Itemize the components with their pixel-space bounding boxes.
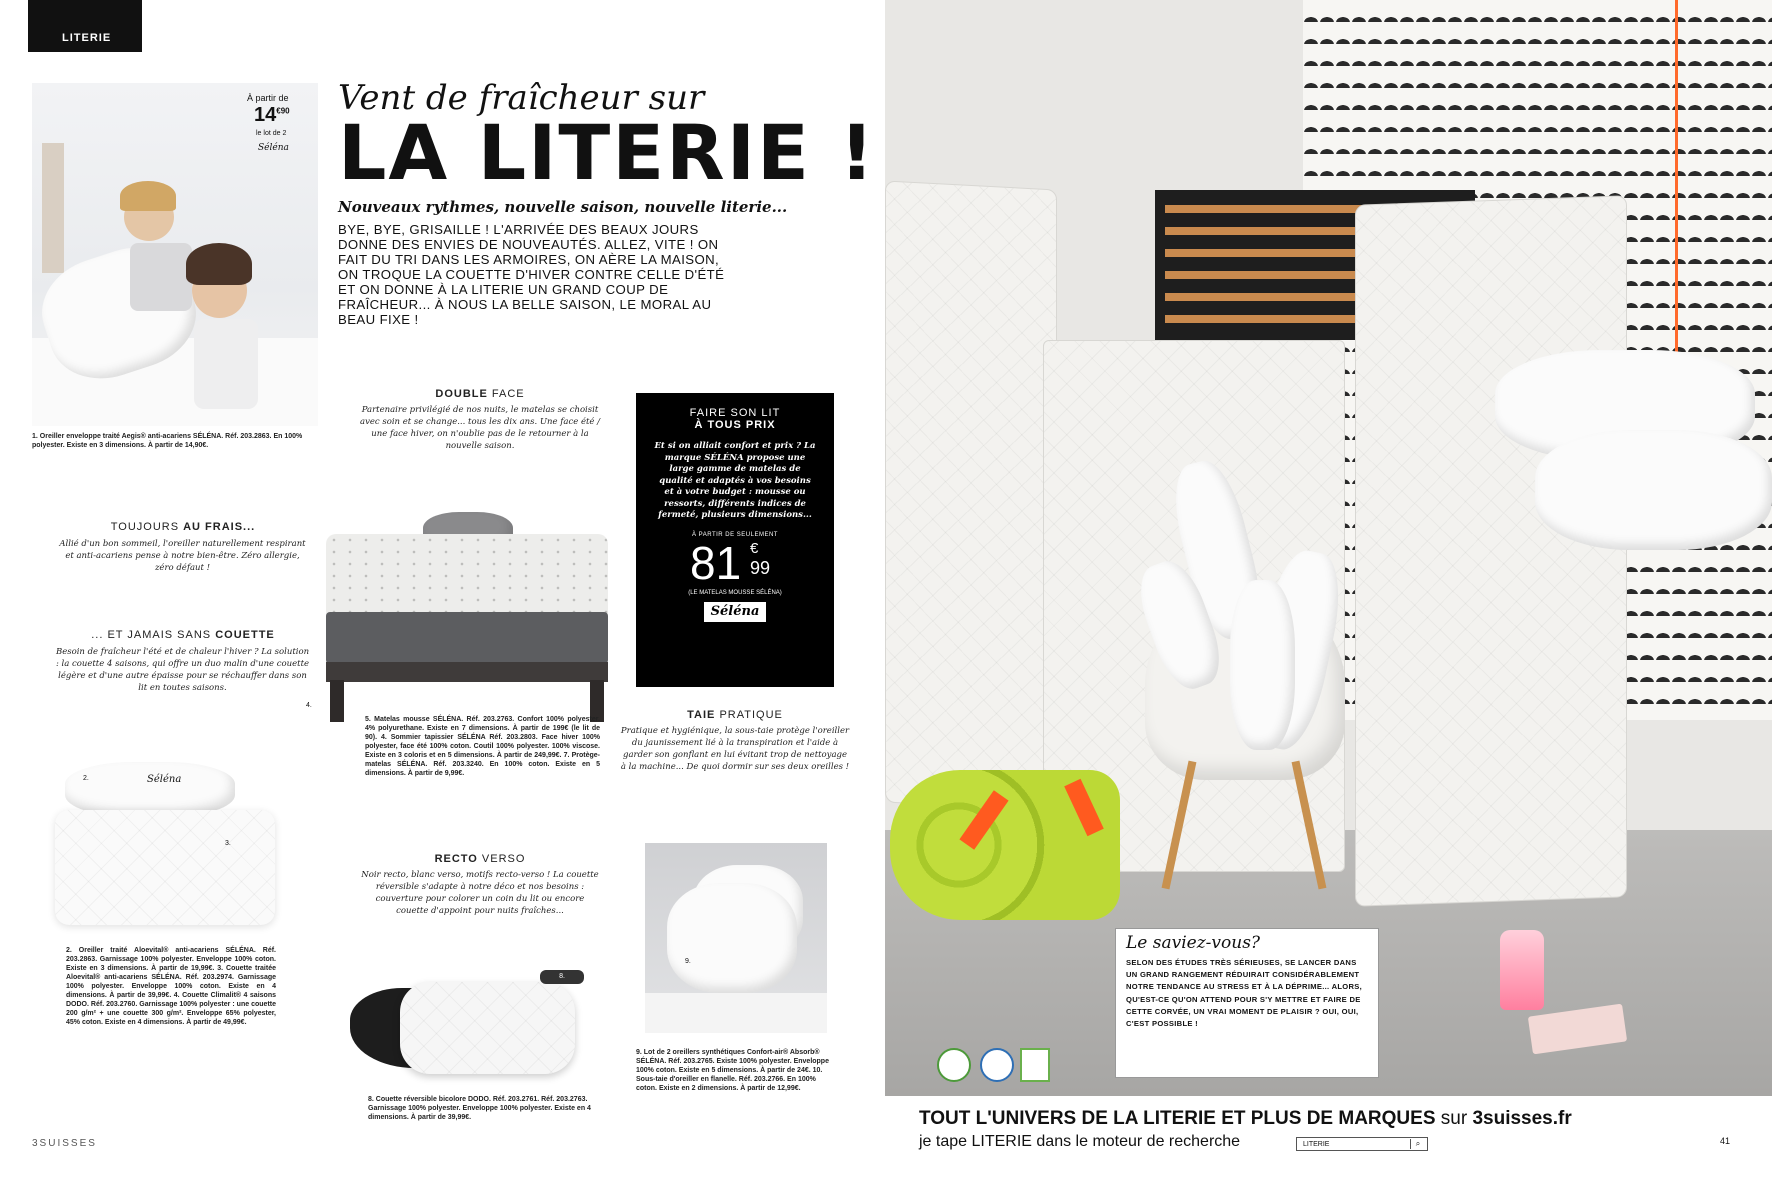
search-input[interactable]: LITERIE ⌕ [1296, 1137, 1428, 1151]
text-recto: Noir recto, blanc verso, motifs recto-verso ! La couette réversible s'adapte à notre déco et nos besoins : couverture pour colorer un coin du lit ou encore couette d'appoint pour nuits fraîches... [361, 870, 599, 916]
page-title: LA LITERIE ! [338, 108, 877, 197]
banner-search-hint: je tape LITERIE dans le moteur de recherche [919, 1133, 1241, 1150]
banner-main: TOUT L'UNIVERS DE LA LITERIE ET PLUS DE MARQUES sur 3suisses.fr [919, 1108, 1572, 1129]
heading-taie: TAIE PRATIQUE [687, 709, 783, 721]
caption-4: 8. Couette réversible bicolore DODO. Réf. 203.2761. Réf. 203.2763. Garnissage 100% polyester. Enveloppe 100% polyester. Existe en 4 dimensions. À partir de 39,99€. [368, 1096, 591, 1121]
selena-logo: Séléna [258, 143, 289, 153]
title-script: Vent de fraîcheur sur [338, 78, 705, 118]
selena-logo: Séléna [704, 602, 766, 622]
heading-jamais: ... ET JAMAIS SANS COUETTE [91, 629, 275, 641]
page-number: 41 [1720, 1136, 1731, 1146]
pillows-photo: 9. [645, 843, 827, 1033]
text-taie: Pratique et hygiénique, la sous-taie protège l'oreiller du jaunissement lié à la transpiration et l'aide à garder son gonflant en lui évitant trop de nettoyage à la machine... De quoi dormir sur ses deux oreilles ! [620, 726, 850, 772]
caption-5: 9. Lot de 2 oreillers synthétiques Confort-air® Absorb® SÉLÉNA. Réf. 203.2765. Existe 100% polyester. Enveloppe 100% coton. Existe en 5 dimensions. À partir de 24€. 10. Sous-taie d'oreiller en flanelle. Réf. 203.2766. En 100% coton. Existe en 2 dimensions. À partir de 12,99€. [636, 1049, 829, 1092]
caption-3: 5. Matelas mousse SÉLÉNA. Réf. 203.2763. Confort 100% polyester. 4% polyurethane. Existe en 7 dimensions. À partir de 199€ (le lit de 90). 4. Sommier tapissier SÉLÉNA Réf. 203.2803. Face hiver 100% polyester, face été 100% coton. Coutil 100% polyester. 100% viscose. Existe en 3 coloris et en 5 dimensions. À partir de 249,99€. 7. Protège-matelas SÉLÉNA. Réf. 203.3240. En 100% coton. Existe en 5 dimensions. À partir de 9,99€. [365, 716, 600, 777]
intro-text: BYE, BYE, GRISAILLE ! L'ARRIVÉE DES BEAUX JOURS DONNE DES ENVIES DE NOUVEAUTÉS. ALLEZ, VITE ! ON FAIT DU TRI DANS LES ARMOIRES, ON AÈRE LA MAISON, ON TROQUE LA COUETTE D'HIVER CONTRE CELLE D'ÉTÉ ET ON DONNE À LA LITERIE UN GRAND COUP DE FRAÎCHEUR... À NOUS LA BELLE SAISON, LE MORAL AU BEAU FIXE ! [338, 222, 725, 327]
caption-1: 1. Oreiller enveloppe traité Aegis® anti-acariens SÉLÉNA. Réf. 203.2863. En 100% polyester. Existe en 3 dimensions. À partir de 14,90€. [32, 433, 303, 449]
kids-pillow-photo: À partir de $14^{€90}$ le lot de 2 Séléna [32, 83, 318, 426]
text-double: Partenaire privilégié de nos nuits, le matelas se choisit avec soin et se change... tous les dix ans. Une face été / une face hiver, on n'oublie pas de le retourner à la nouvelle saison. [360, 405, 601, 451]
price-tag-1: $14^{€90}$ [254, 104, 290, 126]
promo-price: 81 [690, 536, 742, 589]
search-icon[interactable]: ⌕ [1410, 1139, 1425, 1149]
mattress-photo: 4. [318, 512, 618, 712]
heading-recto: RECTO VERSO [434, 853, 526, 865]
duvet-pillow-photo: Séléna 2. 3. [55, 762, 285, 927]
heading-toujours: TOUJOURS AU FRAIS... [110, 521, 256, 533]
caption-2: 2. Oreiller traité Aloevital® anti-acariens SÉLÉNA. Réf. 203.2863. Garnissage 100% polyester. Enveloppe 100% coton. Existe en 3 dimensions. À partir de 19,99€. 3. Couette traitée Aloevital® anti-acariens SÉLÉNA. Réf. 203.2974. Garnissage 100% polyester. Enveloppe 100% coton. Existe en 4 dimensions. À partir de 39,99€. 4. Couette Climalit® 4 saisons DODO. Réf. 203.2760. Garnissage 100% polyester : une couette 200 g/m² + une couette 300 g/m². Enveloppe 65% polyester, 45% coton. Existe en 4 dimensions. À partir de 49,99€. [66, 947, 276, 1026]
promo-box: FAIRE SON LIT À TOUS PRIX Et si on alliait confort et prix ? La marque SÉLÉNA propose une large gamme de matelas de qualité et adaptés à vos besoins et à votre budget : mousse ou ressorts, différents indices de fermeté, plusieurs dimensions... À PARTIR DE SEULEMENT 81 € 99 (LE MATELAS MOUSSE SÉLÉNA) Séléna [636, 393, 834, 687]
footer-brand: 3SUISSES [32, 1138, 97, 1149]
reversible-duvet-photo: 8. [350, 970, 590, 1080]
section-tag: LITERIE [28, 0, 142, 52]
did-you-know-box: Le saviez-vous? SELON DES ÉTUDES TRÈS SÉRIEUSES, SE LANCER DANS UN GRAND RANGEMENT RÉDUIRAIT CONSIDÉRABLEMENT NOTRE TENDANCE AU STRESS ET À LA DÉPRIME... ALORS, QU'EST-CE QU'ON ATTEND POUR S'Y METTRE ET FAIRE DE CETTE CORVÉE, UN VRAI MOMENT DE PLAISIR ? OUI, OUI, C'EST POSSIBLE ! [1115, 928, 1379, 1078]
text-jamais: Besoin de fraîcheur l'été et de chaleur l'hiver ? La solution : la couette 4 saisons, qui offre un duo malin d'une couette légère et d'une autre épaisse pour se réchauffer dans son lit en toutes saisons. [55, 647, 310, 693]
heading-double: DOUBLE FACE [435, 388, 525, 400]
text-toujours: Allié d'un bon sommeil, l'oreiller naturellement respirant et anti-acariens pense à notre bien-être. Zéro allergie, zéro défaut ! [59, 539, 306, 573]
subtitle: Nouveaux rythmes, nouvelle saison, nouvelle literie... [338, 198, 788, 216]
